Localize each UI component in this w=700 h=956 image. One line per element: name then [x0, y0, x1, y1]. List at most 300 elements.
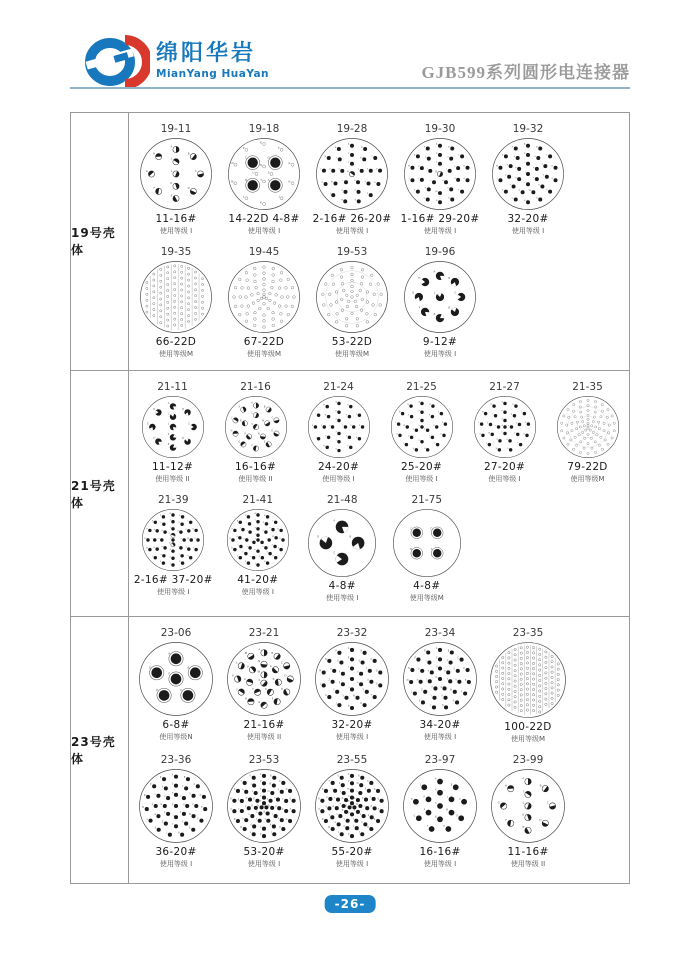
connector-id: 19-32	[512, 123, 544, 135]
connector-id: 23-97	[424, 754, 456, 767]
svg-text:f: f	[446, 679, 448, 682]
svg-text:a: a	[330, 669, 332, 672]
svg-text:Z: Z	[328, 680, 330, 683]
svg-text:H: H	[410, 799, 413, 802]
svg-text:J: J	[270, 832, 272, 835]
svg-text:J: J	[315, 436, 316, 439]
svg-text:K: K	[325, 695, 327, 698]
svg-text:c: c	[352, 826, 355, 829]
svg-text:B: B	[263, 514, 266, 517]
svg-text:d: d	[532, 166, 535, 169]
svg-text:W: W	[271, 535, 274, 538]
svg-text:H: H	[323, 445, 325, 448]
svg-text:U: U	[542, 174, 545, 177]
svg-text:L: L	[235, 660, 238, 665]
svg-text:N: N	[258, 659, 261, 664]
connector-id: 23-53	[248, 754, 280, 767]
shell-section-23	[71, 617, 629, 883]
svg-text:G: G	[146, 422, 149, 426]
svg-text:d: d	[250, 824, 252, 827]
svg-text:Z: Z	[161, 821, 164, 824]
svg-text:E: E	[355, 436, 357, 439]
svg-text:F: F	[289, 809, 291, 812]
svg-text:d: d	[442, 180, 444, 183]
svg-text:R: R	[260, 163, 262, 167]
svg-text:C: C	[193, 784, 196, 787]
svg-text:X: X	[518, 190, 521, 193]
svg-text:F: F	[197, 818, 199, 821]
svg-text:Y: Y	[418, 418, 420, 421]
connector-contacts-label: 1-16# 29-20#	[400, 213, 480, 225]
svg-text:S: S	[250, 422, 253, 426]
svg-text:B: B	[450, 784, 453, 787]
svg-text:H: H	[152, 152, 155, 156]
svg-text:B: B	[263, 405, 265, 409]
svg-text:T: T	[240, 781, 243, 784]
svg-text:c: c	[260, 826, 262, 829]
connector-id: 21-39	[157, 493, 189, 506]
svg-text:R: R	[318, 798, 320, 801]
connector-usage-grade: 使用等级 I	[322, 474, 355, 483]
svg-text:U: U	[324, 435, 326, 438]
svg-text:M: M	[398, 411, 400, 414]
svg-text:p: p	[161, 529, 164, 532]
svg-text:e: e	[160, 521, 162, 524]
svg-text:a: a	[367, 815, 370, 818]
svg-text:P: P	[242, 147, 245, 151]
svg-text:t: t	[258, 540, 260, 543]
svg-text:E: E	[260, 141, 262, 145]
svg-text:G: G	[536, 197, 538, 200]
svg-text:D: D	[277, 528, 279, 531]
connector-card-21-25	[380, 381, 463, 484]
svg-text:w: w	[332, 806, 335, 809]
svg-text:J: J	[434, 291, 436, 295]
svg-text:E: E	[376, 683, 378, 686]
svg-text:J: J	[403, 442, 404, 445]
logo-text	[156, 42, 269, 79]
svg-text:Y: Y	[418, 177, 420, 180]
svg-text:a: a	[506, 163, 509, 166]
svg-text:H: H	[341, 199, 343, 202]
connector-contacts-label: 41-20#	[237, 573, 279, 586]
svg-text:B: B	[511, 403, 514, 406]
svg-text:A: A	[523, 143, 526, 146]
svg-text:c: c	[151, 537, 153, 540]
svg-text:P: P	[231, 528, 233, 531]
svg-text:E: E	[170, 194, 173, 198]
svg-text:f: f	[238, 809, 240, 812]
svg-text:w: w	[245, 797, 248, 800]
svg-text:N: N	[434, 816, 437, 819]
svg-text:f: f	[170, 526, 172, 529]
svg-text:f: f	[348, 687, 350, 690]
svg-text:F: F	[461, 691, 463, 694]
svg-text:a: a	[412, 427, 414, 430]
svg-text:W: W	[269, 783, 272, 786]
connector-id: 21-41	[242, 493, 273, 506]
svg-text:D: D	[376, 670, 378, 673]
svg-text:b: b	[269, 824, 272, 827]
svg-text:d: d	[343, 826, 345, 829]
svg-text:K: K	[238, 405, 240, 409]
svg-text:S: S	[435, 657, 438, 660]
svg-text:g: g	[183, 804, 185, 807]
svg-text:h: h	[431, 686, 433, 689]
svg-text:A: A	[171, 774, 174, 777]
svg-text:B: B	[448, 276, 451, 280]
insert-diagram-23-34	[402, 641, 478, 717]
connector-contacts-label: 79-22D	[567, 460, 608, 473]
connector-usage-grade: 使用等级 II	[155, 474, 190, 483]
svg-text:X: X	[424, 187, 427, 190]
shell-section-21	[71, 371, 629, 618]
svg-text:V: V	[320, 424, 322, 427]
svg-text:M: M	[496, 165, 498, 168]
svg-text:S: S	[515, 422, 517, 425]
svg-text:G: G	[288, 162, 291, 166]
svg-text:g: g	[177, 529, 179, 532]
connector-id: 19-30	[424, 123, 456, 135]
svg-text:C: C	[409, 527, 412, 531]
svg-text:H: H	[257, 805, 259, 808]
svg-text:E: E	[201, 807, 203, 810]
svg-text:L: L	[314, 412, 316, 415]
svg-text:H: H	[523, 200, 526, 203]
connector-contacts-label: 16-16#	[234, 460, 277, 473]
svg-text:K: K	[311, 424, 313, 427]
svg-text:E: E	[551, 178, 553, 181]
svg-text:C: C	[245, 156, 247, 160]
svg-text:Y: Y	[333, 690, 335, 693]
svg-text:W: W	[450, 690, 453, 693]
svg-text:B: B	[447, 650, 450, 653]
svg-text:S: S	[160, 514, 162, 517]
svg-text:j: j	[331, 789, 333, 792]
svg-text:d: d	[236, 535, 238, 538]
svg-text:a: a	[250, 555, 252, 558]
svg-text:G: G	[412, 291, 415, 295]
insert-diagram-19-53	[315, 260, 389, 334]
svg-text:C: C	[271, 520, 274, 523]
svg-text:W: W	[435, 190, 438, 193]
connector-usage-grade: 使用等级 I	[157, 587, 190, 596]
svg-text:D: D	[463, 165, 465, 168]
svg-text:K: K	[501, 189, 504, 192]
svg-text:X: X	[486, 422, 488, 425]
svg-text:c: c	[154, 794, 156, 797]
svg-text:U: U	[354, 189, 356, 192]
connector-usage-grade: 使用等级 I	[159, 860, 193, 869]
svg-text:T: T	[446, 660, 448, 663]
connector-card-21-24	[297, 381, 380, 484]
svg-text:g: g	[440, 686, 442, 689]
svg-text:T: T	[428, 435, 430, 438]
svg-text:H: H	[179, 560, 181, 563]
svg-text:K: K	[321, 181, 323, 184]
svg-text:H: H	[230, 429, 232, 433]
svg-text:L: L	[167, 422, 169, 426]
connector-contacts-label: 66-22D	[155, 336, 197, 348]
page-number-badge: -26-	[325, 895, 376, 913]
svg-text:J: J	[330, 193, 331, 196]
svg-text:C: C	[458, 154, 460, 157]
connector-id: 21-35	[572, 380, 603, 393]
svg-text:D: D	[267, 156, 270, 160]
svg-text:Y: Y	[430, 696, 432, 699]
svg-text:L: L	[522, 801, 525, 806]
svg-text:s: s	[254, 533, 256, 536]
svg-text:N: N	[233, 819, 236, 822]
svg-text:Z: Z	[347, 161, 350, 164]
svg-text:A: A	[347, 143, 350, 146]
shell-size-label-23: 23号壳体	[71, 617, 129, 883]
svg-text:J: J	[512, 197, 514, 200]
svg-text:B: B	[360, 651, 362, 654]
svg-text:L: L	[236, 555, 238, 558]
svg-text:P: P	[414, 657, 416, 660]
connector-usage-grade: 使用等级M	[246, 350, 282, 358]
svg-text:t: t	[170, 537, 172, 540]
svg-text:P: P	[423, 146, 426, 149]
connector-card-19-35	[132, 246, 220, 359]
insert-diagram-21-39	[141, 508, 205, 572]
svg-text:F: F	[426, 826, 429, 829]
svg-text:K: K	[160, 560, 162, 563]
insert-diagram-21-48	[307, 508, 377, 578]
logo-mark-icon	[84, 34, 150, 88]
svg-text:B: B	[270, 775, 272, 778]
insert-diagram-23-53	[226, 768, 302, 844]
shell-section-19	[71, 113, 629, 371]
svg-text:D: D	[430, 527, 433, 531]
svg-text:L: L	[411, 691, 413, 694]
svg-text:E: E	[464, 680, 467, 683]
svg-text:L: L	[170, 169, 173, 173]
svg-text:s: s	[359, 814, 361, 817]
svg-text:B: B	[428, 403, 431, 406]
svg-text:H: H	[418, 276, 421, 280]
connector-contacts-label: 4-8#	[328, 579, 356, 592]
connector-card-19-32	[484, 123, 572, 236]
svg-text:D: D	[441, 421, 443, 424]
svg-text:K: K	[418, 700, 421, 703]
svg-text:h: h	[338, 671, 341, 674]
connector-card-23-06	[132, 627, 220, 742]
connector-usage-grade: 使用等级 I	[405, 474, 438, 483]
svg-text:V: V	[246, 664, 249, 669]
svg-text:B: B	[271, 651, 274, 656]
svg-text:L: L	[251, 410, 253, 414]
svg-text:A: A	[333, 519, 336, 523]
svg-text:T: T	[513, 432, 516, 435]
svg-text:P: P	[146, 528, 148, 531]
svg-text:C: C	[546, 154, 548, 157]
svg-text:T: T	[328, 781, 331, 784]
svg-text:C: C	[520, 411, 522, 414]
svg-text:V: V	[362, 690, 365, 693]
connector-row	[132, 627, 629, 744]
connector-contacts-label: 24-20#	[317, 460, 360, 473]
svg-text:F: F	[260, 801, 262, 804]
svg-text:g: g	[254, 526, 256, 529]
svg-text:c: c	[524, 161, 526, 164]
insert-diagram-19-96	[403, 260, 477, 334]
svg-text:A: A	[435, 778, 437, 781]
svg-text:g: g	[435, 170, 437, 174]
svg-text:X: X	[182, 821, 184, 824]
svg-text:J: J	[430, 705, 432, 708]
svg-text:t: t	[256, 818, 258, 821]
svg-text:D: D	[539, 818, 542, 823]
connector-card-21-35	[546, 381, 629, 484]
svg-text:k: k	[427, 670, 430, 673]
svg-text:N: N	[334, 409, 337, 412]
svg-text:E: E	[149, 665, 151, 670]
svg-text:J: J	[424, 197, 426, 200]
svg-text:D: D	[187, 187, 190, 191]
connector-id: 19-28	[336, 123, 368, 135]
svg-text:E: E	[443, 826, 445, 829]
header-divider	[70, 87, 630, 89]
connector-contacts-label: 67-22D	[243, 336, 285, 348]
svg-text:E: E	[253, 798, 255, 801]
svg-text:a: a	[357, 168, 360, 171]
svg-text:U: U	[243, 677, 246, 682]
connector-id: 23-34	[424, 627, 456, 640]
connector-card-23-99	[484, 754, 572, 869]
svg-text:P: P	[335, 651, 337, 654]
svg-text:J: J	[486, 442, 487, 445]
svg-text:B: B	[263, 811, 265, 814]
svg-text:B: B	[349, 535, 352, 539]
svg-text:L: L	[146, 818, 148, 821]
svg-text:R: R	[152, 520, 154, 523]
svg-text:D: D	[284, 674, 287, 679]
svg-text:M: M	[231, 180, 234, 184]
insert-diagram-23-99	[490, 768, 566, 844]
svg-text:V: V	[341, 189, 343, 192]
company-logo	[84, 34, 269, 88]
svg-text:b: b	[154, 546, 156, 549]
svg-text:J: J	[358, 832, 360, 835]
svg-text:U: U	[249, 775, 252, 778]
svg-text:m: m	[253, 548, 256, 551]
svg-text:C: C	[353, 810, 356, 813]
connector-card-23-35	[484, 627, 572, 744]
svg-text:v: v	[336, 814, 338, 817]
svg-text:K: K	[345, 805, 347, 808]
connector-id: 21-25	[406, 380, 437, 393]
svg-text:c: c	[494, 424, 496, 427]
svg-text:B: B	[358, 775, 360, 778]
svg-text:J: J	[420, 784, 421, 787]
connector-card-21-41	[216, 494, 301, 597]
svg-text:W: W	[324, 414, 326, 417]
svg-text:B: B	[187, 665, 190, 670]
svg-text:P: P	[511, 146, 514, 149]
svg-text:b: b	[242, 551, 244, 554]
connector-usage-grade: 使用等级 I	[247, 860, 281, 869]
svg-text:S: S	[534, 155, 536, 158]
svg-text:z: z	[266, 798, 268, 801]
logo-chinese-name: 绵阳华岩	[156, 41, 257, 67]
svg-text:V: V	[269, 527, 271, 530]
svg-text:m: m	[267, 791, 270, 794]
svg-text:C: C	[370, 659, 373, 662]
connector-card-21-48	[300, 494, 385, 603]
svg-text:E: E	[281, 687, 283, 692]
svg-text:j: j	[250, 783, 252, 786]
svg-text:L: L	[446, 796, 449, 799]
connector-contacts-label: 36-20#	[155, 846, 197, 859]
svg-text:H: H	[152, 407, 155, 411]
connector-id: 21-48	[326, 493, 358, 506]
svg-text:X: X	[277, 790, 280, 793]
svg-text:F: F	[278, 147, 280, 151]
svg-text:S: S	[267, 171, 270, 175]
connector-usage-grade: 使用等级 I	[247, 227, 281, 235]
svg-text:R: R	[360, 157, 362, 160]
svg-text:V: V	[455, 680, 457, 683]
connector-row	[132, 754, 629, 869]
svg-text:B: B	[181, 407, 184, 411]
svg-text:J: J	[351, 805, 352, 808]
svg-text:h: h	[179, 812, 182, 815]
svg-text:F: F	[458, 189, 460, 192]
svg-text:e: e	[532, 176, 535, 179]
svg-text:k: k	[169, 548, 172, 551]
svg-text:M: M	[230, 547, 233, 550]
shell-section-content-19	[129, 113, 629, 370]
svg-text:F: F	[250, 444, 253, 448]
svg-text:e: e	[242, 818, 244, 821]
svg-text:F: F	[339, 804, 341, 807]
svg-text:B: B	[245, 179, 247, 183]
connector-id: 21-75	[411, 493, 442, 506]
svg-text:U: U	[178, 521, 181, 524]
svg-text:B: B	[361, 146, 363, 149]
svg-text:E: E	[374, 181, 376, 184]
svg-text:R: R	[230, 798, 232, 801]
svg-text:D: D	[270, 429, 273, 433]
svg-text:e: e	[347, 170, 349, 174]
svg-text:v: v	[254, 537, 256, 540]
svg-text:F: F	[193, 547, 195, 550]
connector-usage-grade: 使用等级M	[409, 593, 444, 602]
svg-text:S: S	[233, 789, 236, 792]
svg-text:F: F	[271, 696, 274, 701]
svg-text:e: e	[444, 670, 446, 673]
connector-row	[131, 381, 629, 484]
insert-diagram-21-16	[224, 395, 288, 459]
svg-text:S: S	[264, 687, 267, 692]
svg-text:X: X	[407, 414, 409, 417]
connector-card-19-11	[132, 123, 220, 236]
svg-text:R: R	[236, 520, 238, 523]
svg-text:c: c	[342, 180, 344, 183]
svg-text:R: R	[272, 677, 275, 682]
svg-text:D: D	[251, 806, 254, 809]
svg-text:s: s	[169, 540, 171, 544]
svg-text:X: X	[271, 544, 273, 547]
svg-text:X: X	[329, 168, 331, 171]
svg-text:u: u	[250, 540, 252, 543]
svg-text:C: C	[459, 799, 461, 802]
svg-text:H: H	[504, 783, 507, 788]
svg-text:M: M	[328, 827, 331, 830]
svg-text:P: P	[270, 664, 272, 669]
